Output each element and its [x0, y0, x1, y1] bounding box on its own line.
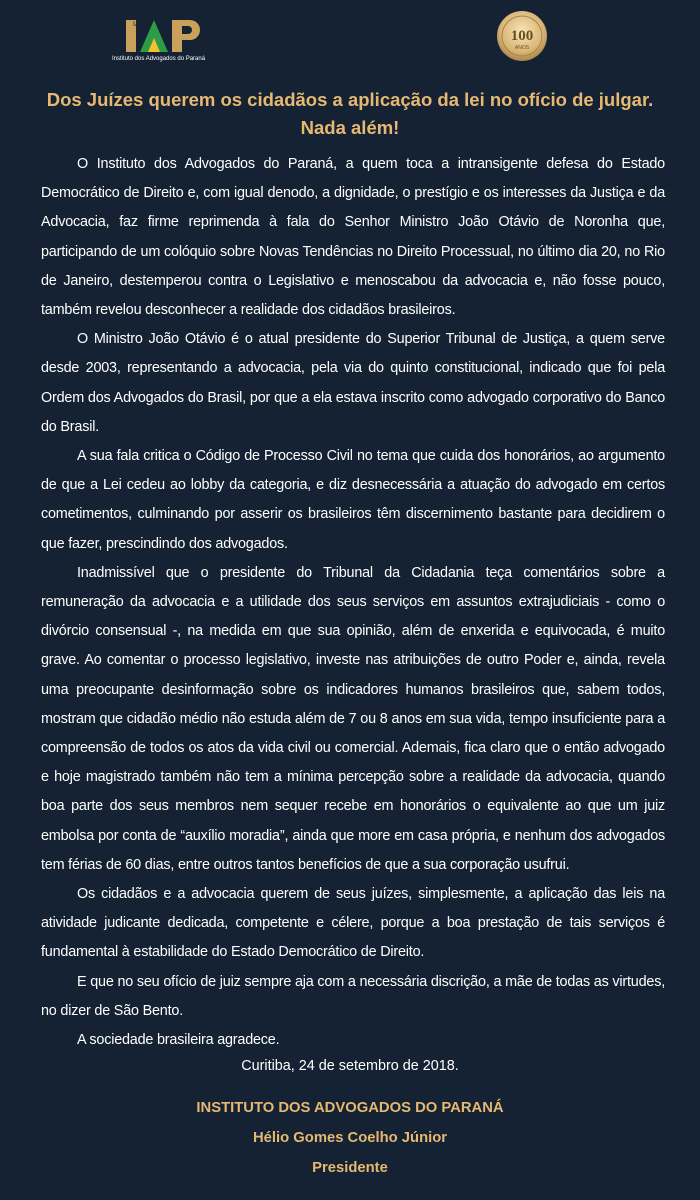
anniversary-seal-icon: [496, 10, 548, 62]
letter-body: [41, 150, 665, 1055]
iap-logo-icon: [112, 12, 212, 64]
paragraph: E que no seu ofício de juiz sempre aja com a necessária discrição, a mãe de todas as virtudes, no dizer de São Bento.: [41, 973, 665, 1019]
header: [0, 0, 700, 80]
paragraph: O Instituto dos Advogados do Paraná, a quem toca a intransigente defesa do Estado Democrático de Direito e, com igual denodo, a dignidade, o prestígio e os interesses da Justiça e da Advocacia, faz firme reprimenda à fala do Senhor Ministro João Otávio de Noronha que, participando de um colóquio sobre Novas Tendências no Direito Processual, no último dia 20, no Rio de Janeiro, destemperou contra o Legislativo e menoscabou da advocacia e, não fosse pouco, também revelou desconhecer a realidade dos cidadãos brasileiros.: [41, 156, 665, 319]
signature-name: Hélio Gomes Coelho Júnior: [252, 1130, 448, 1146]
paragraph: O Ministro João Otávio é o atual presidente do Superior Tribunal de Justiça, a quem serve desde 2003, representando a advocacia, pela via do quinto constitucional, indicado que foi pela Ordem dos Advogados do Brasil, por que a ela estava inscrito como advogado corporativo do Banco do Brasil.: [41, 331, 665, 435]
seal-word: ANOS: [514, 45, 530, 51]
paragraph: A sua fala critica o Código de Processo Civil no tema que cuida dos honorários, ao argumento de que a Lei cedeu ao lobby da categoria, e diz desnecessária a atuação do advogado em certos cometimentos, culminando por asserir os brasileiros têm discernimento bastante para decidirem o que fazer, prescindindo dos advogados.: [41, 448, 665, 552]
logo-caption: Instituto dos Advogados do Paraná: [112, 56, 206, 62]
paragraph: Os cidadãos e a advocacia querem de seus juízes, simplesmente, a aplicação das leis na atividade judicante dedicada, competente e célere, porque a boa prestação de tais serviços é fundamental à estabilidade do Estado Democrático de Direito.: [41, 886, 665, 961]
page-title: [20, 86, 680, 142]
seal-number: 100: [510, 28, 534, 44]
paragraph: A sociedade brasileira agradece.: [77, 1032, 280, 1049]
svg-text:IAP: IAP: [133, 21, 145, 28]
title-line-1: Dos Juízes querem os cidadãos a aplicação da lei no ofício de julgar.: [46, 89, 654, 110]
signature-role: Presidente: [312, 1160, 388, 1176]
paragraph: Inadmissível que o presidente do Tribunal da Cidadania teça comentários sobre a remuneração da advocacia e a utilidade dos seus serviços em assuntos extrajudiciais - como o divórcio consensual -, na medida em que sua opinião, além de enxerida e equivocada, é muito grave. Ao comentar o processo legislativo, investe nas atribuições de outro Poder e, ainda, revela uma preocupante desinformação sobre os indicadores humanos brasileiros que, sabem todos, mostram que cidadão médio não estuda além de 7 ou 8 anos em sua vida, tempo insuficiente para a compreensão de todos os atos da vida civil ou comercial. Ademais, fica claro que o então advogado e hoje magistrado também não tem a mínima percepção sobre a realidade da advocacia, quando boa parte dos seus membros nem sequer recebe em honorários o equivalente ao que um juiz embolsa por conta de “auxílio moradia”, ainda que more em casa própria, e nenhum dos advogados tem férias de 60 dias, entre outros tantos benefícios de que a sua corporação usufrui.: [41, 564, 665, 873]
signature-organization: INSTITUTO DOS ADVOGADOS DO PARANÁ: [196, 1100, 504, 1116]
title-line-2: Nada além!: [300, 117, 400, 138]
date-line: Curitiba, 24 de setembro de 2018.: [241, 1058, 459, 1074]
